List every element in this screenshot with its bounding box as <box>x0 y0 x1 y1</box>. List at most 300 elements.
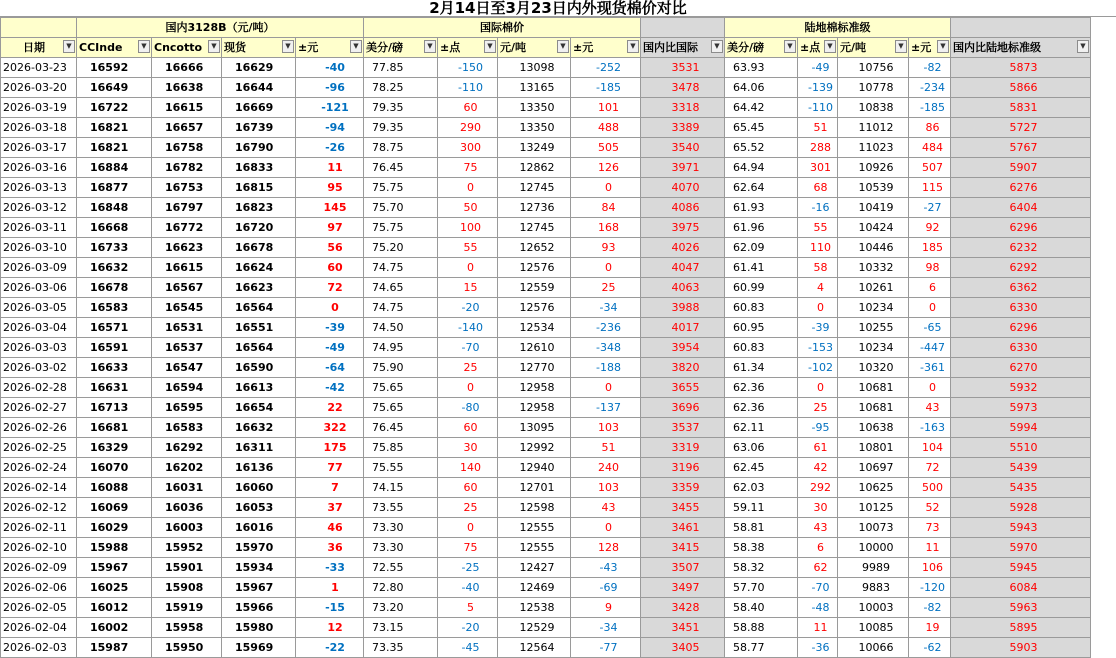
cell-±元[interactable]: -34 <box>571 298 641 318</box>
cell-国内比国际[interactable]: 3820 <box>641 358 725 378</box>
cell-国内比陆地标准级[interactable]: 5943 <box>951 518 1091 538</box>
cell-CCInde[interactable]: 16633 <box>77 358 152 378</box>
cell-Cncotto[interactable]: 16782 <box>152 158 222 178</box>
cell-CCInde[interactable]: 16069 <box>77 498 152 518</box>
cell-元/吨[interactable]: 10424 <box>838 218 909 238</box>
cell-±点[interactable]: -139 <box>798 78 838 98</box>
cell-美分/磅[interactable]: 63.93 <box>725 58 798 78</box>
cell-日期[interactable]: 2026-02-14 <box>1 478 77 498</box>
cell-国内比陆地标准级[interactable]: 6084 <box>951 578 1091 598</box>
cell-±点[interactable]: -20 <box>438 298 498 318</box>
cell-±元[interactable]: -40 <box>296 58 364 78</box>
cell-元/吨[interactable]: 10332 <box>838 258 909 278</box>
dropdown-arrow-icon[interactable]: ▼ <box>824 40 836 53</box>
cell-元/吨[interactable]: 13098 <box>498 58 571 78</box>
cell-国内比陆地标准级[interactable]: 5994 <box>951 418 1091 438</box>
cell-元/吨[interactable]: 12610 <box>498 338 571 358</box>
cell-Cncotto[interactable]: 16537 <box>152 338 222 358</box>
cell-美分/磅[interactable]: 58.32 <box>725 558 798 578</box>
cell-CCInde[interactable]: 15987 <box>77 638 152 658</box>
cell-国内比国际[interactable]: 3540 <box>641 138 725 158</box>
cell-美分/磅[interactable]: 58.38 <box>725 538 798 558</box>
cell-现货[interactable]: 16016 <box>222 518 296 538</box>
cell-±元[interactable]: 106 <box>909 558 951 578</box>
cell-±点[interactable]: -110 <box>798 98 838 118</box>
cell-CCInde[interactable]: 16722 <box>77 98 152 118</box>
cell-CCInde[interactable]: 16088 <box>77 478 152 498</box>
cell-CCInde[interactable]: 16678 <box>77 278 152 298</box>
cell-±元[interactable]: -64 <box>296 358 364 378</box>
cell-±点[interactable]: -49 <box>798 58 838 78</box>
cell-Cncotto[interactable]: 16531 <box>152 318 222 338</box>
cell-±元[interactable]: -33 <box>296 558 364 578</box>
cell-美分/磅[interactable]: 61.34 <box>725 358 798 378</box>
cell-国内比陆地标准级[interactable]: 5727 <box>951 118 1091 138</box>
cell-国内比国际[interactable]: 3389 <box>641 118 725 138</box>
cell-美分/磅[interactable]: 74.75 <box>364 298 438 318</box>
cell-±点[interactable]: 140 <box>438 458 498 478</box>
cell-±元[interactable]: -82 <box>909 58 951 78</box>
cell-±元[interactable]: 484 <box>909 138 951 158</box>
cell-Cncotto[interactable]: 16202 <box>152 458 222 478</box>
cell-元/吨[interactable]: 10638 <box>838 418 909 438</box>
cell-±元[interactable]: 92 <box>909 218 951 238</box>
cell-Cncotto[interactable]: 16545 <box>152 298 222 318</box>
cell-现货[interactable]: 16678 <box>222 238 296 258</box>
cell-±元[interactable]: -22 <box>296 638 364 658</box>
cell-美分/磅[interactable]: 77.85 <box>364 58 438 78</box>
cell-±点[interactable]: -45 <box>438 638 498 658</box>
cell-美分/磅[interactable]: 60.95 <box>725 318 798 338</box>
cell-±元[interactable]: 56 <box>296 238 364 258</box>
cell-美分/磅[interactable]: 58.81 <box>725 518 798 538</box>
cell-±元[interactable]: 11 <box>296 158 364 178</box>
cell-±点[interactable]: 75 <box>438 158 498 178</box>
cell-Cncotto[interactable]: 16753 <box>152 178 222 198</box>
cell-±元[interactable]: -94 <box>296 118 364 138</box>
cell-美分/磅[interactable]: 79.35 <box>364 118 438 138</box>
cell-美分/磅[interactable]: 62.45 <box>725 458 798 478</box>
cell-元/吨[interactable]: 10697 <box>838 458 909 478</box>
cell-±点[interactable]: 100 <box>438 218 498 238</box>
cell-美分/磅[interactable]: 60.83 <box>725 298 798 318</box>
cell-元/吨[interactable]: 10085 <box>838 618 909 638</box>
cell-±元[interactable]: -348 <box>571 338 641 358</box>
cell-日期[interactable]: 2026-03-06 <box>1 278 77 298</box>
cell-±元[interactable]: -49 <box>296 338 364 358</box>
dropdown-arrow-icon[interactable]: ▼ <box>711 40 723 53</box>
cell-元/吨[interactable]: 12701 <box>498 478 571 498</box>
cell-国内比国际[interactable]: 4047 <box>641 258 725 278</box>
cell-±点[interactable]: 30 <box>438 438 498 458</box>
cell-美分/磅[interactable]: 57.70 <box>725 578 798 598</box>
dropdown-arrow-icon[interactable]: ▼ <box>282 40 294 53</box>
cell-元/吨[interactable]: 10000 <box>838 538 909 558</box>
cell-CCInde[interactable]: 16002 <box>77 618 152 638</box>
cell-元/吨[interactable]: 12534 <box>498 318 571 338</box>
cell-±元[interactable]: 19 <box>909 618 951 638</box>
cell-Cncotto[interactable]: 16547 <box>152 358 222 378</box>
cell-±点[interactable]: 30 <box>798 498 838 518</box>
cell-±元[interactable]: 25 <box>571 278 641 298</box>
cell-日期[interactable]: 2026-03-02 <box>1 358 77 378</box>
cell-美分/磅[interactable]: 65.45 <box>725 118 798 138</box>
cell-CCInde[interactable]: 16012 <box>77 598 152 618</box>
cell-Cncotto[interactable]: 16036 <box>152 498 222 518</box>
cell-日期[interactable]: 2026-03-18 <box>1 118 77 138</box>
cell-Cncotto[interactable]: 16758 <box>152 138 222 158</box>
cell-±元[interactable]: 505 <box>571 138 641 158</box>
cell-±元[interactable]: -42 <box>296 378 364 398</box>
cell-元/吨[interactable]: 10234 <box>838 298 909 318</box>
cell-±点[interactable]: -16 <box>798 198 838 218</box>
cell-现货[interactable]: 16632 <box>222 418 296 438</box>
cell-现货[interactable]: 16613 <box>222 378 296 398</box>
cell-CCInde[interactable]: 16070 <box>77 458 152 478</box>
cell-±元[interactable]: -120 <box>909 578 951 598</box>
cell-±点[interactable]: -110 <box>438 78 498 98</box>
cell-Cncotto[interactable]: 16666 <box>152 58 222 78</box>
cell-元/吨[interactable]: 12598 <box>498 498 571 518</box>
cell-±元[interactable]: 1 <box>296 578 364 598</box>
cell-元/吨[interactable]: 12652 <box>498 238 571 258</box>
cell-±元[interactable]: 507 <box>909 158 951 178</box>
cell-±元[interactable]: -69 <box>571 578 641 598</box>
cell-美分/磅[interactable]: 73.15 <box>364 618 438 638</box>
cell-国内比国际[interactable]: 3696 <box>641 398 725 418</box>
cell-元/吨[interactable]: 13095 <box>498 418 571 438</box>
cell-Cncotto[interactable]: 16567 <box>152 278 222 298</box>
cell-元/吨[interactable]: 13249 <box>498 138 571 158</box>
dropdown-arrow-icon[interactable]: ▼ <box>484 40 496 53</box>
cell-美分/磅[interactable]: 62.11 <box>725 418 798 438</box>
cell-±元[interactable]: -121 <box>296 98 364 118</box>
cell-美分/磅[interactable]: 79.35 <box>364 98 438 118</box>
cell-国内比陆地标准级[interactable]: 6276 <box>951 178 1091 198</box>
cell-现货[interactable]: 15970 <box>222 538 296 558</box>
cell-国内比陆地标准级[interactable]: 5895 <box>951 618 1091 638</box>
cell-元/吨[interactable]: 10073 <box>838 518 909 538</box>
cell-国内比国际[interactable]: 3319 <box>641 438 725 458</box>
cell-CCInde[interactable]: 16329 <box>77 438 152 458</box>
cell-±点[interactable]: 0 <box>438 258 498 278</box>
cell-±点[interactable]: -80 <box>438 398 498 418</box>
cell-元/吨[interactable]: 10261 <box>838 278 909 298</box>
cell-元/吨[interactable]: 11012 <box>838 118 909 138</box>
cell-元/吨[interactable]: 12940 <box>498 458 571 478</box>
cell-Cncotto[interactable]: 16797 <box>152 198 222 218</box>
cell-元/吨[interactable]: 10838 <box>838 98 909 118</box>
cell-美分/磅[interactable]: 75.85 <box>364 438 438 458</box>
cell-±点[interactable]: -39 <box>798 318 838 338</box>
cell-CCInde[interactable]: 16821 <box>77 138 152 158</box>
cell-±点[interactable]: 5 <box>438 598 498 618</box>
cell-美分/磅[interactable]: 73.30 <box>364 538 438 558</box>
cell-±元[interactable]: 104 <box>909 438 951 458</box>
cell-国内比国际[interactable]: 4026 <box>641 238 725 258</box>
cell-Cncotto[interactable]: 15919 <box>152 598 222 618</box>
cell-±元[interactable]: -234 <box>909 78 951 98</box>
cell-±点[interactable]: -20 <box>438 618 498 638</box>
cell-美分/磅[interactable]: 76.45 <box>364 158 438 178</box>
cell-元/吨[interactable]: 9989 <box>838 558 909 578</box>
cell-国内比国际[interactable]: 4063 <box>641 278 725 298</box>
cell-CCInde[interactable]: 16571 <box>77 318 152 338</box>
cell-±元[interactable]: 6 <box>909 278 951 298</box>
cell-国内比陆地标准级[interactable]: 5907 <box>951 158 1091 178</box>
cell-CCInde[interactable]: 16681 <box>77 418 152 438</box>
dropdown-arrow-icon[interactable]: ▼ <box>895 40 907 53</box>
cell-±点[interactable]: 75 <box>438 538 498 558</box>
cell-国内比国际[interactable]: 3428 <box>641 598 725 618</box>
cell-Cncotto[interactable]: 16292 <box>152 438 222 458</box>
cell-国内比陆地标准级[interactable]: 6330 <box>951 298 1091 318</box>
cell-国内比国际[interactable]: 3461 <box>641 518 725 538</box>
dropdown-arrow-icon[interactable]: ▼ <box>63 40 75 53</box>
cell-日期[interactable]: 2026-03-03 <box>1 338 77 358</box>
cell-元/吨[interactable]: 12770 <box>498 358 571 378</box>
cell-±点[interactable]: 0 <box>438 178 498 198</box>
cell-±点[interactable]: -70 <box>798 578 838 598</box>
cell-Cncotto[interactable]: 16615 <box>152 258 222 278</box>
cell-国内比国际[interactable]: 3196 <box>641 458 725 478</box>
cell-美分/磅[interactable]: 75.65 <box>364 378 438 398</box>
cell-±元[interactable]: 240 <box>571 458 641 478</box>
cell-±点[interactable]: 0 <box>798 378 838 398</box>
cell-元/吨[interactable]: 10539 <box>838 178 909 198</box>
cell-CCInde[interactable]: 16884 <box>77 158 152 178</box>
cell-美分/磅[interactable]: 74.15 <box>364 478 438 498</box>
cell-Cncotto[interactable]: 16615 <box>152 98 222 118</box>
cell-±元[interactable]: 0 <box>571 378 641 398</box>
cell-国内比国际[interactable]: 3318 <box>641 98 725 118</box>
cell-美分/磅[interactable]: 64.06 <box>725 78 798 98</box>
cell-美分/磅[interactable]: 59.11 <box>725 498 798 518</box>
cell-±元[interactable]: 60 <box>296 258 364 278</box>
cell-±元[interactable]: -43 <box>571 558 641 578</box>
cell-元/吨[interactable]: 10801 <box>838 438 909 458</box>
cell-现货[interactable]: 15967 <box>222 578 296 598</box>
cell-±元[interactable]: 77 <box>296 458 364 478</box>
cell-日期[interactable]: 2026-03-23 <box>1 58 77 78</box>
cell-美分/磅[interactable]: 78.75 <box>364 138 438 158</box>
cell-日期[interactable]: 2026-03-10 <box>1 238 77 258</box>
cell-国内比陆地标准级[interactable]: 5932 <box>951 378 1091 398</box>
cell-国内比国际[interactable]: 3455 <box>641 498 725 518</box>
cell-日期[interactable]: 2026-03-09 <box>1 258 77 278</box>
cell-日期[interactable]: 2026-03-16 <box>1 158 77 178</box>
cell-±点[interactable]: 300 <box>438 138 498 158</box>
cell-CCInde[interactable]: 16713 <box>77 398 152 418</box>
cell-±元[interactable]: 175 <box>296 438 364 458</box>
cell-±点[interactable]: 0 <box>798 298 838 318</box>
cell-美分/磅[interactable]: 74.50 <box>364 318 438 338</box>
cell-±点[interactable]: -102 <box>798 358 838 378</box>
cell-现货[interactable]: 16551 <box>222 318 296 338</box>
cell-现货[interactable]: 15966 <box>222 598 296 618</box>
cell-±元[interactable]: 0 <box>571 178 641 198</box>
dropdown-arrow-icon[interactable]: ▼ <box>350 40 362 53</box>
cell-±元[interactable]: -96 <box>296 78 364 98</box>
cell-±元[interactable]: -185 <box>571 78 641 98</box>
cell-元/吨[interactable]: 12555 <box>498 518 571 538</box>
cell-Cncotto[interactable]: 16623 <box>152 238 222 258</box>
cell-±元[interactable]: 322 <box>296 418 364 438</box>
dropdown-arrow-icon[interactable]: ▼ <box>208 40 220 53</box>
cell-元/吨[interactable]: 12538 <box>498 598 571 618</box>
cell-国内比陆地标准级[interactable]: 5973 <box>951 398 1091 418</box>
cell-国内比陆地标准级[interactable]: 6296 <box>951 218 1091 238</box>
cell-国内比国际[interactable]: 3478 <box>641 78 725 98</box>
cell-美分/磅[interactable]: 58.40 <box>725 598 798 618</box>
cell-美分/磅[interactable]: 73.55 <box>364 498 438 518</box>
cell-美分/磅[interactable]: 75.55 <box>364 458 438 478</box>
cell-±元[interactable]: -236 <box>571 318 641 338</box>
cell-日期[interactable]: 2026-03-20 <box>1 78 77 98</box>
cell-元/吨[interactable]: 12745 <box>498 178 571 198</box>
cell-CCInde[interactable]: 16029 <box>77 518 152 538</box>
cell-现货[interactable]: 16644 <box>222 78 296 98</box>
cell-元/吨[interactable]: 12555 <box>498 538 571 558</box>
cell-现货[interactable]: 16823 <box>222 198 296 218</box>
cell-±点[interactable]: -153 <box>798 338 838 358</box>
cell-国内比国际[interactable]: 3497 <box>641 578 725 598</box>
cell-国内比陆地标准级[interactable]: 5831 <box>951 98 1091 118</box>
cell-±元[interactable]: 126 <box>571 158 641 178</box>
cell-±元[interactable]: 103 <box>571 478 641 498</box>
cell-美分/磅[interactable]: 64.42 <box>725 98 798 118</box>
cell-日期[interactable]: 2026-03-04 <box>1 318 77 338</box>
cell-Cncotto[interactable]: 16595 <box>152 398 222 418</box>
cell-±元[interactable]: -163 <box>909 418 951 438</box>
cell-Cncotto[interactable]: 16772 <box>152 218 222 238</box>
cell-美分/磅[interactable]: 58.77 <box>725 638 798 658</box>
cell-±元[interactable]: 84 <box>571 198 641 218</box>
cell-±元[interactable]: -77 <box>571 638 641 658</box>
cell-现货[interactable]: 16053 <box>222 498 296 518</box>
cell-±元[interactable]: 36 <box>296 538 364 558</box>
cell-±点[interactable]: 4 <box>798 278 838 298</box>
cell-±点[interactable]: 15 <box>438 278 498 298</box>
cell-±点[interactable]: 6 <box>798 538 838 558</box>
cell-美分/磅[interactable]: 58.88 <box>725 618 798 638</box>
cell-±点[interactable]: -25 <box>438 558 498 578</box>
cell-国内比陆地标准级[interactable]: 6292 <box>951 258 1091 278</box>
cell-元/吨[interactable]: 12564 <box>498 638 571 658</box>
cell-现货[interactable]: 16629 <box>222 58 296 78</box>
cell-±元[interactable]: -252 <box>571 58 641 78</box>
cell-±点[interactable]: 58 <box>798 258 838 278</box>
cell-美分/磅[interactable]: 73.20 <box>364 598 438 618</box>
cell-国内比国际[interactable]: 3531 <box>641 58 725 78</box>
cell-±元[interactable]: 73 <box>909 518 951 538</box>
dropdown-arrow-icon[interactable]: ▼ <box>138 40 150 53</box>
cell-日期[interactable]: 2026-02-24 <box>1 458 77 478</box>
dropdown-arrow-icon[interactable]: ▼ <box>1077 40 1089 53</box>
cell-国内比国际[interactable]: 3415 <box>641 538 725 558</box>
cell-CCInde[interactable]: 16821 <box>77 118 152 138</box>
cell-国内比国际[interactable]: 3954 <box>641 338 725 358</box>
cell-±点[interactable]: 25 <box>438 498 498 518</box>
cell-±元[interactable]: -361 <box>909 358 951 378</box>
cell-±元[interactable]: -447 <box>909 338 951 358</box>
cell-CCInde[interactable]: 16649 <box>77 78 152 98</box>
cell-元/吨[interactable]: 10419 <box>838 198 909 218</box>
cell-国内比陆地标准级[interactable]: 5970 <box>951 538 1091 558</box>
cell-现货[interactable]: 16590 <box>222 358 296 378</box>
cell-±元[interactable]: 168 <box>571 218 641 238</box>
cell-日期[interactable]: 2026-02-04 <box>1 618 77 638</box>
dropdown-arrow-icon[interactable]: ▼ <box>627 40 639 53</box>
cell-美分/磅[interactable]: 60.99 <box>725 278 798 298</box>
cell-日期[interactable]: 2026-02-25 <box>1 438 77 458</box>
cell-国内比国际[interactable]: 4070 <box>641 178 725 198</box>
cell-Cncotto[interactable]: 16583 <box>152 418 222 438</box>
cell-日期[interactable]: 2026-02-11 <box>1 518 77 538</box>
cell-Cncotto[interactable]: 16003 <box>152 518 222 538</box>
cell-国内比国际[interactable]: 3359 <box>641 478 725 498</box>
cell-国内比国际[interactable]: 3655 <box>641 378 725 398</box>
cell-±点[interactable]: 68 <box>798 178 838 198</box>
cell-元/吨[interactable]: 13350 <box>498 98 571 118</box>
cell-元/吨[interactable]: 12427 <box>498 558 571 578</box>
cell-现货[interactable]: 16669 <box>222 98 296 118</box>
cell-美分/磅[interactable]: 60.83 <box>725 338 798 358</box>
cell-元/吨[interactable]: 10125 <box>838 498 909 518</box>
cell-Cncotto[interactable]: 15958 <box>152 618 222 638</box>
cell-±元[interactable]: -15 <box>296 598 364 618</box>
cell-元/吨[interactable]: 12576 <box>498 298 571 318</box>
cell-美分/磅[interactable]: 62.03 <box>725 478 798 498</box>
cell-±元[interactable]: 0 <box>571 518 641 538</box>
cell-±元[interactable]: 103 <box>571 418 641 438</box>
cell-国内比陆地标准级[interactable]: 5903 <box>951 638 1091 658</box>
cell-元/吨[interactable]: 12958 <box>498 378 571 398</box>
cell-±点[interactable]: 50 <box>438 198 498 218</box>
cell-国内比陆地标准级[interactable]: 6404 <box>951 198 1091 218</box>
cell-CCInde[interactable]: 16592 <box>77 58 152 78</box>
cell-国内比陆地标准级[interactable]: 5510 <box>951 438 1091 458</box>
cell-±点[interactable]: 0 <box>438 378 498 398</box>
cell-±元[interactable]: 101 <box>571 98 641 118</box>
cell-±点[interactable]: 110 <box>798 238 838 258</box>
cell-美分/磅[interactable]: 75.90 <box>364 358 438 378</box>
cell-±点[interactable]: 42 <box>798 458 838 478</box>
cell-±元[interactable]: 12 <box>296 618 364 638</box>
cell-日期[interactable]: 2026-03-17 <box>1 138 77 158</box>
cell-国内比陆地标准级[interactable]: 5866 <box>951 78 1091 98</box>
cell-日期[interactable]: 2026-03-05 <box>1 298 77 318</box>
cell-元/吨[interactable]: 12469 <box>498 578 571 598</box>
cell-±点[interactable]: 61 <box>798 438 838 458</box>
cell-元/吨[interactable]: 10320 <box>838 358 909 378</box>
cell-现货[interactable]: 16564 <box>222 298 296 318</box>
cell-美分/磅[interactable]: 62.36 <box>725 398 798 418</box>
cell-现货[interactable]: 15934 <box>222 558 296 578</box>
cell-美分/磅[interactable]: 75.65 <box>364 398 438 418</box>
cell-±点[interactable]: 290 <box>438 118 498 138</box>
cell-±元[interactable]: -185 <box>909 98 951 118</box>
cell-±点[interactable]: -40 <box>438 578 498 598</box>
cell-CCInde[interactable]: 16631 <box>77 378 152 398</box>
cell-国内比陆地标准级[interactable]: 5945 <box>951 558 1091 578</box>
cell-±元[interactable]: 0 <box>571 258 641 278</box>
cell-元/吨[interactable]: 12736 <box>498 198 571 218</box>
cell-±元[interactable]: 97 <box>296 218 364 238</box>
cell-CCInde[interactable]: 16591 <box>77 338 152 358</box>
cell-±元[interactable]: -65 <box>909 318 951 338</box>
cell-日期[interactable]: 2026-02-26 <box>1 418 77 438</box>
